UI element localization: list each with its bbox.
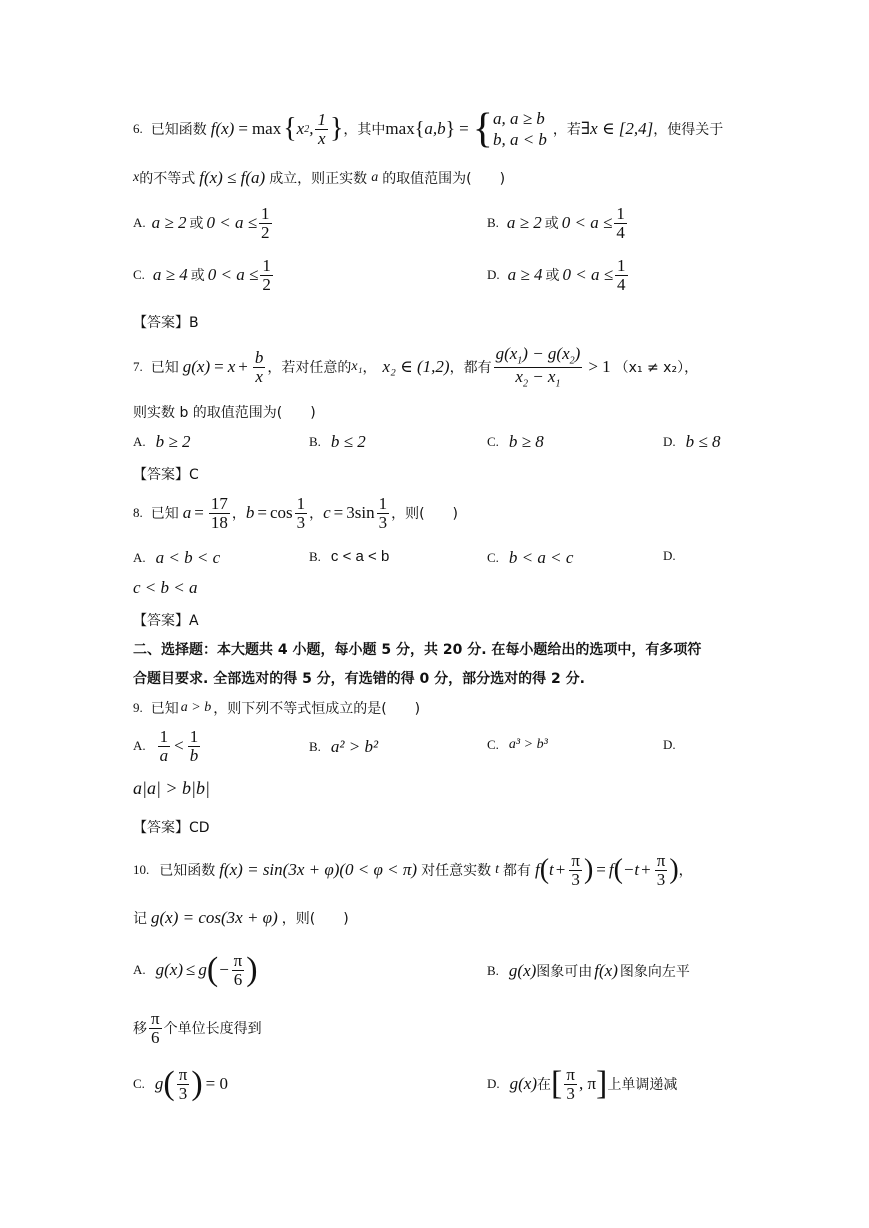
q7-answer: 【答案】C [133, 467, 199, 483]
q10-line1: 10. 已知函数 f(x) = sin(3x + φ)(0 < φ < π) 对任意实数 t 都有 f ( t + $\frac{\pi}{3}$ ) = f ( −t + $\frac{\pi}{3}$ ) ， [133, 851, 693, 889]
q9-answer: 【答案】CD [133, 820, 210, 836]
q6-text: ，其中 [343, 122, 386, 139]
q10-option-b[interactable]: B. g(x) 图象可由 f(x) 图象向左平 [487, 961, 690, 980]
q6-formula-f: f(x) = max { x 2 , $\frac{1}{x}$ } [210, 109, 344, 148]
q7-x1: x₁ [351, 359, 363, 375]
q10-line2: 记 g(x) = cos(3x + φ) ，则( ) [133, 908, 349, 927]
q9-option-b[interactable]: B. a² > b² [309, 737, 379, 756]
q6-line1 [133, 108, 723, 151]
q8-option-a[interactable]: A. a < b < c [133, 548, 221, 567]
q6-option-a[interactable]: A . a ≥ 2 或 0 < a ≤ $\frac{1}{2}$ [133, 204, 270, 242]
q10-option-d[interactable]: D. g(x) 在 [ $\frac{\pi}{3}$ , π ] 上单调递减 [487, 1065, 678, 1103]
q6-text: ，若 [552, 122, 581, 139]
q8-answer: 【答案】A [133, 613, 199, 629]
q9-number: 9. [133, 700, 143, 715]
q10-formula-g: g(x) = cos(3x + φ) [151, 908, 278, 927]
q6-text: ，使得关于 [653, 122, 724, 139]
q10-formula-sym: f ( t + $\frac{\pi}{3}$ ) = f ( −t + $\frac{\pi}{3}$ ) [534, 851, 679, 889]
q9-option-d-text: a|a| > b|b| [133, 778, 210, 798]
q6-text: 成立，则正实数 [269, 171, 368, 187]
q9-option-d[interactable]: D. [663, 737, 676, 752]
q7-option-d[interactable]: D. b ≤ 8 [663, 432, 721, 451]
q7-line1: 7. 已知 g(x) = x + $\frac{b}{x}$ ，若对任意的 x₁ ， x₂ ∈ (1,2) ，都有 $\frac{g(x_1) - g(x_2)}{x_2 - x_1}$ > 1 （x₁ ≠ x₂）， [133, 344, 699, 390]
q6-number: 6. [133, 121, 143, 137]
q9-option-a[interactable]: A. $\frac{1}{a}$ < $\frac{1}{b}$ [133, 727, 199, 765]
q6-option-c[interactable]: C. a ≥ 4 或 0 < a ≤ $\frac{1}{2}$ [133, 256, 271, 294]
q8-formula: a = $\frac{17}{18}$ ， b = cos $\frac{1}{3}$ ， c = 3sin $\frac{1}{3}$ [182, 494, 388, 532]
q7-formula-g: g(x) = x + $\frac{b}{x}$ [182, 348, 264, 386]
q8-number: 8. [133, 505, 143, 521]
q8-option-c[interactable]: C. b < a < c [487, 548, 574, 567]
q6-text: 已知函数 [150, 122, 207, 139]
q8-option-d[interactable]: D. [663, 548, 676, 563]
q6-var-x: x [133, 170, 140, 185]
q6-option-b[interactable]: B. a ≥ 2 或 0 < a ≤ $\frac{1}{4}$ [487, 204, 625, 242]
q8-option-d-text: c < b < a [133, 578, 198, 597]
q6-formula-ineq: f(x) ≤ f(a) [199, 168, 266, 187]
q7-formula-ineq: $\frac{g(x_1) - g(x_2)}{x_2 - x_1}$ > 1 [495, 344, 611, 390]
q9-line1: 9. 已知 a > b ，则下列不等式恒成立的是( ) [133, 700, 421, 717]
q6-answer: 【答案】B [133, 315, 199, 331]
q10-formula-f: f(x) = sin(3x + φ)(0 < φ < π) [219, 860, 418, 880]
q7-option-a[interactable]: A. b ≥ 2 [133, 432, 191, 451]
q6-var-a: a [371, 170, 379, 185]
section2-line1: 二、选择题：本大题共 4 小题，每小题 5 分，共 20 分. 在每小题给出的选项中，有多项符 [133, 642, 702, 658]
q6-text: 的不等式 [139, 171, 196, 187]
q10-option-b-wrap: 移 $\frac{\pi}{6}$ 个单位长度得到 [133, 1009, 262, 1047]
q10-number: 10. [133, 862, 150, 878]
q7-number: 7. [133, 359, 143, 375]
q6-option-d[interactable]: D. a ≥ 4 或 0 < a ≤ $\frac{1}{4}$ [487, 256, 626, 294]
q10-option-a[interactable]: A. g(x) ≤ g ( − $\frac{\pi}{6}$ ) [133, 951, 258, 989]
q6-formula-max: max { a,b } = { a, a ≥ b b, a < b [385, 106, 547, 153]
section2-line2: 合题目要求. 全部选对的得 5 分，有选错的得 0 分，部分选对的得 2 分. [133, 671, 585, 687]
q6-line2 [133, 168, 505, 188]
q7-option-b[interactable]: B. b ≤ 2 [309, 432, 366, 451]
q7-line2: 则实数 b 的取值范围为( ) [133, 405, 316, 421]
q9-option-c[interactable]: C. a³ > b³ [487, 737, 548, 752]
q7-x2-range: x₂ ∈ (1,2) [382, 357, 450, 377]
q7-option-c[interactable]: C. b ≥ 8 [487, 432, 544, 451]
q6-formula-exists: ∃x ∈ [2,4] [580, 119, 654, 139]
q10-option-c[interactable]: C. g ( $\frac{\pi}{3}$ ) = 0 [133, 1065, 229, 1103]
q6-text: 的取值范围为( ) [382, 171, 506, 187]
q8-option-b[interactable]: B. c < a < b [309, 548, 390, 565]
q8-line1: 8. 已知 a = $\frac{17}{18}$ ， b = cos $\frac{1}{3}$ ， c = 3sin $\frac{1}{3}$ ，则( ) [133, 494, 459, 532]
